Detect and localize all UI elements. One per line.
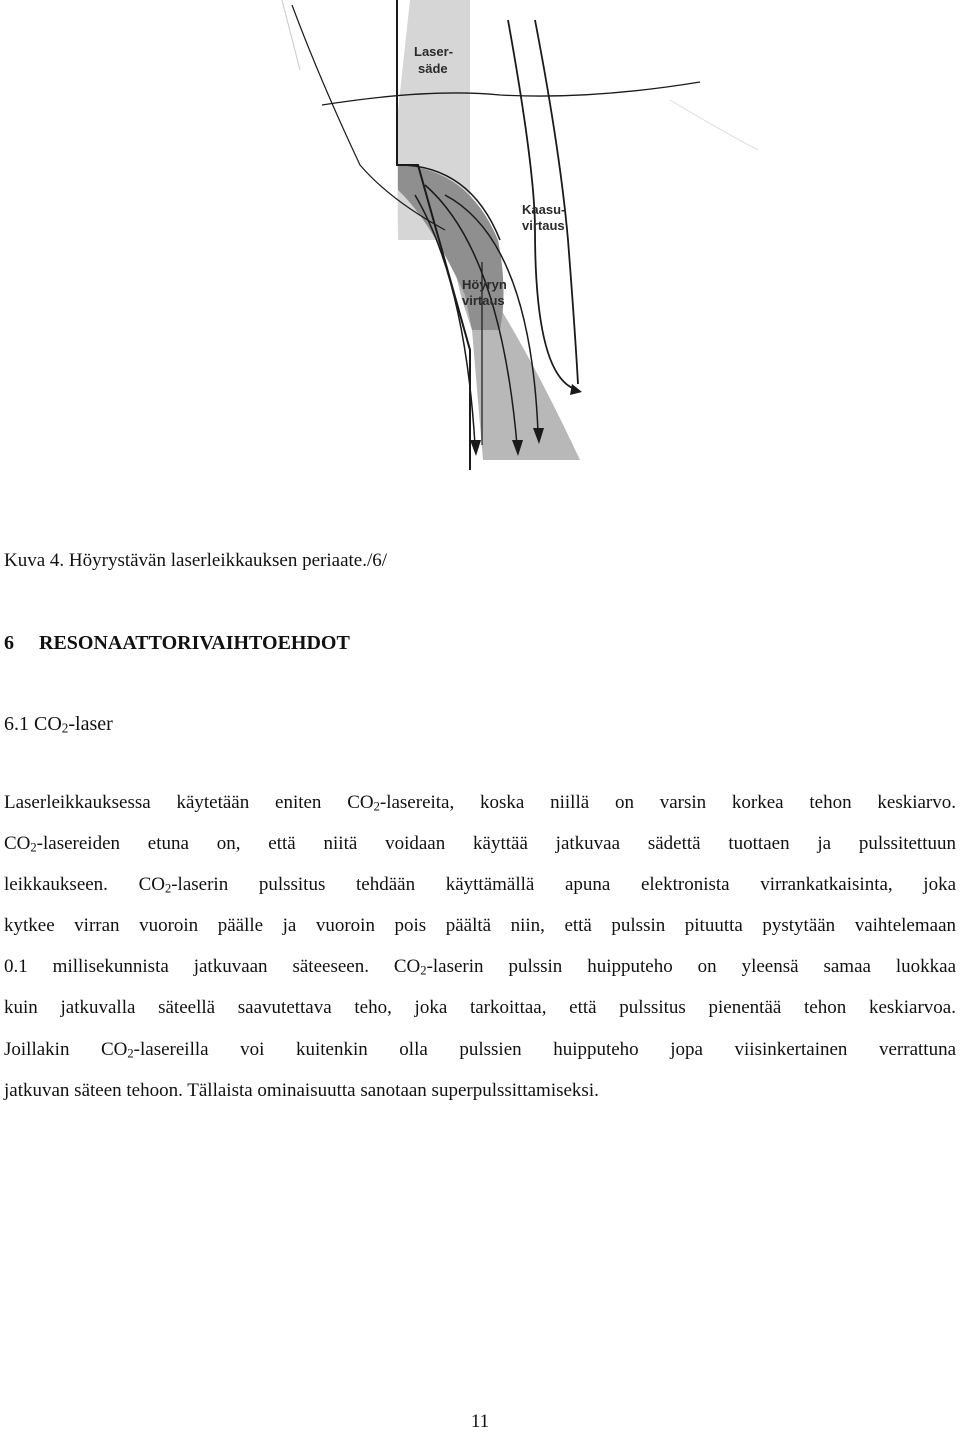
scan-artifact-line bbox=[282, 0, 300, 70]
text-run: Laserleikkauksessa käytetään eniten CO bbox=[4, 792, 374, 813]
gas-flow-label-line2: virtaus bbox=[522, 218, 565, 233]
laser-beam-label-line1: Laser- bbox=[414, 44, 454, 59]
text-run: Joillakin CO bbox=[4, 1038, 128, 1060]
figure-svg bbox=[200, 0, 760, 530]
subscript: 2 bbox=[164, 881, 172, 896]
vapor-flow-label-line1: Höyryn bbox=[462, 277, 507, 292]
figure-caption: Kuva 4. Höyrystävän laserleikkauksen periaate./6/ bbox=[4, 550, 388, 571]
subscript: 2 bbox=[30, 840, 37, 855]
body-line bbox=[4, 1079, 956, 1120]
text-run: 0.1 millisekunnista jatkuvaan säteeseen. CO bbox=[4, 956, 421, 978]
text-run: leikkaukseen. CO bbox=[4, 874, 165, 896]
vapor-flow-arrowhead-1 bbox=[470, 440, 481, 456]
body-line bbox=[4, 1038, 956, 1079]
text-run: -lasereita, koska niillä on varsin korkea tehon keskiarvo. bbox=[379, 792, 956, 813]
text-run: kuin jatkuvalla säteellä saavutettava teho, joka tarkoittaa, että pulssitus pienentää tehon keskiarvoa. bbox=[4, 997, 956, 1019]
surface-tangent-line bbox=[322, 82, 700, 105]
section-suffix: -laser bbox=[68, 713, 113, 735]
laser-beam-label-line2: säde bbox=[418, 61, 448, 76]
vapor-flow-label-line2: virtaus bbox=[462, 293, 505, 308]
subscript: 2 bbox=[373, 799, 380, 814]
gas-flow-arrowhead bbox=[570, 384, 582, 395]
body-line bbox=[4, 955, 956, 996]
chapter-heading bbox=[4, 630, 350, 656]
text-run: jatkuvan säteen tehoon. Tällaista ominaisuutta sanotaan superpulssittamiseksi. bbox=[4, 1079, 599, 1101]
section-heading bbox=[4, 711, 113, 737]
body-line bbox=[4, 996, 956, 1037]
subscript: 2 bbox=[420, 963, 427, 978]
text-run: -lasereilla voi kuitenkin olla pulssien huipputeho jopa viisinkertainen verrattuna bbox=[133, 1038, 957, 1060]
body-line bbox=[4, 873, 956, 914]
chapter-number: 6 bbox=[4, 632, 14, 654]
body-line bbox=[4, 914, 956, 955]
text-run: -laserin pulssitus tehdään käyttämällä apuna elektronista virrankatkaisinta, joka bbox=[171, 874, 956, 896]
section-prefix: 6.1 CO bbox=[4, 713, 62, 735]
body-paragraph bbox=[4, 791, 956, 1120]
subscript: 2 bbox=[127, 1046, 134, 1061]
scan-artifact-line bbox=[670, 100, 758, 150]
laser-cutting-figure bbox=[200, 0, 760, 530]
gas-flow-label-line1: Kaasu- bbox=[522, 202, 566, 217]
body-line bbox=[4, 791, 956, 832]
text-run: CO bbox=[4, 833, 31, 855]
chapter-title: RESONAATTORIVAIHTOEHDOT bbox=[39, 632, 350, 654]
text-run: kytkee virran vuoroin päälle ja vuoroin pois päältä niin, että pulssin pituutta pystytään vaihtelemaan bbox=[4, 915, 956, 937]
text-run: -lasereiden etuna on, että niitä voidaan käyttää jatkuvaa sädettä tuottaen ja pulssitettuun bbox=[36, 833, 956, 855]
page-number: 11 bbox=[470, 1411, 490, 1432]
text-run: -laserin pulssin huipputeho on yleensä samaa luokkaa bbox=[426, 956, 957, 978]
section-subscript: 2 bbox=[61, 720, 69, 736]
body-line bbox=[4, 832, 956, 873]
